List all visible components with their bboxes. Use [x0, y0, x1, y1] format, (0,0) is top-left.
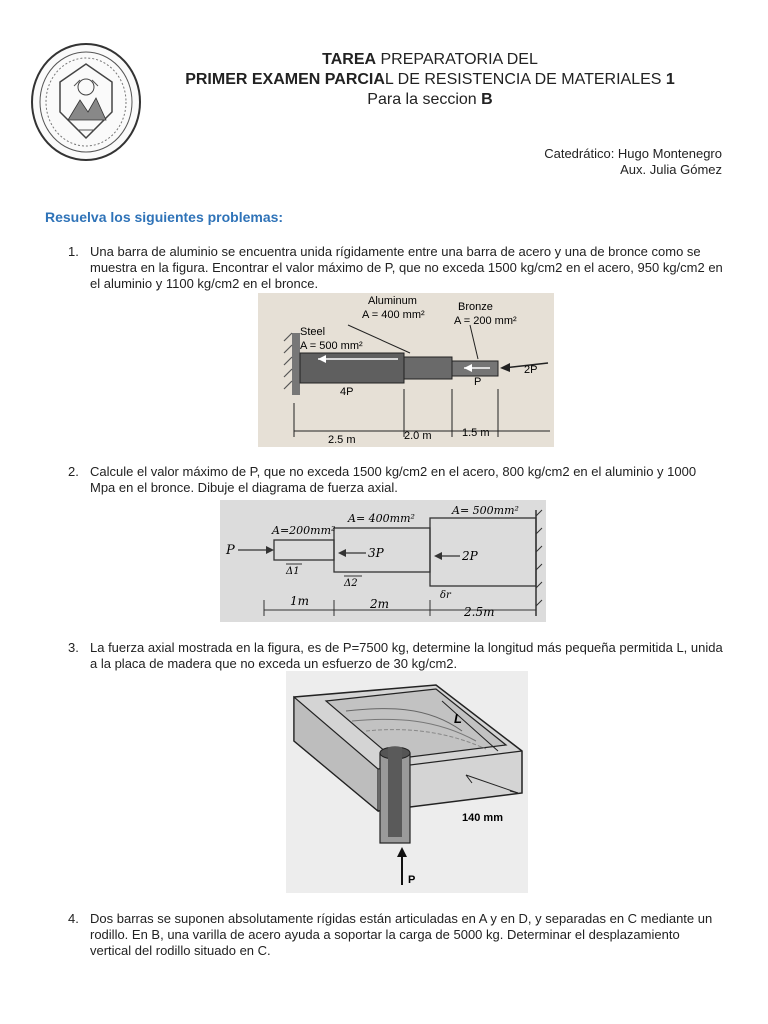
problem-4 [60, 911, 724, 959]
title-line-2: PRIMER EXAMEN PARCIAL DE RESISTENCIA DE MATERIALES 1 [185, 71, 675, 88]
bronze-label: Bronze [458, 301, 493, 313]
dim-2-0m: 2.0 m [404, 430, 432, 442]
area-400: A= 400mm² [348, 512, 415, 525]
delta-2: Δ2 [344, 578, 358, 589]
problem-text: Una barra de aluminio se encuentra unida rígidamente entre una barra de acero y una de bronce como se muestra en la figura. Encontrar el valor máximo de P, que no exceda 1500 kg/cm2 en el acero, 950 kg/cm2 en el aluminio y 1100 kg/cm2 en el bronce. [90, 244, 723, 291]
title-line-1: TAREA PREPARATORIA DEL [322, 51, 538, 68]
section-heading: Resuelva los siguientes problemas: [45, 209, 284, 225]
load-p: P [226, 543, 235, 558]
load-2p: 2P [462, 549, 478, 563]
problem-number: 2. [68, 464, 79, 479]
dim-140mm: 140 mm [462, 812, 503, 824]
dim-1m: 1m [290, 594, 310, 608]
auxiliar-name: Aux. Julia Gómez [620, 162, 722, 177]
load-2p: 2P [524, 364, 538, 376]
load-3p: 3P [368, 546, 384, 560]
problem-text: Dos barras se suponen absolutamente rígidas están articuladas en A y en D, y separadas en C mediante un rodillo. En B, una varilla de acero ayuda a soportar la carga de 5000 kg. Determinar el desplazamiento vertical del rodillo situado en C. [90, 911, 713, 958]
figure-2-stepped-bar [220, 500, 546, 622]
area-500: A= 500mm² [452, 504, 519, 517]
problem-text: Calcule el valor máximo de P, que no exceda 1500 kg/cm2 en el acero, 800 kg/cm2 en el aluminio y 1000 Mpa en el bronce. Dibuje el diagrama de fuerza axial. [90, 464, 697, 495]
problem-2 [60, 464, 724, 496]
steel-label: Steel [300, 326, 326, 338]
load-4p: 4P [340, 386, 354, 398]
label-p: P [408, 874, 416, 886]
problem-3 [60, 640, 724, 672]
delta-3: δr [440, 590, 451, 601]
problem-number: 4. [68, 911, 79, 926]
problem-number: 1. [68, 244, 79, 259]
problem-text: La fuerza axial mostrada en la figura, es de P=7500 kg, determine la longitud más pequeña permitida L, unida a la placa de madera que no exceda un esfuerzo de 30 kg/cm2. [90, 640, 723, 671]
problem-1 [60, 244, 724, 292]
label-l: L [454, 711, 462, 726]
delta-1: Δ1 [286, 566, 300, 577]
dim-2-5m: 2.5m [464, 605, 495, 619]
university-seal-logo [30, 42, 142, 162]
title-line-3: Para la seccion B [367, 91, 493, 108]
problem-number: 3. [68, 640, 79, 655]
area-200: A=200mm² [272, 524, 336, 537]
dim-2-5m: 2.5 m [328, 434, 356, 446]
figure-3-wood-plate [286, 671, 528, 893]
catedratico-name: Catedrático: Hugo Montenegro [544, 146, 722, 161]
steel-area: A = 500 mm² [300, 340, 363, 352]
dim-1-5m: 1.5 m [462, 427, 490, 439]
load-p: P [474, 376, 482, 388]
dim-2m: 2m [370, 597, 390, 611]
aluminum-area: A = 400 mm² [362, 309, 425, 321]
bronze-area: A = 200 mm² [454, 315, 517, 327]
figure-1-compound-bar [258, 293, 554, 447]
aluminum-label: Aluminum [368, 295, 417, 307]
